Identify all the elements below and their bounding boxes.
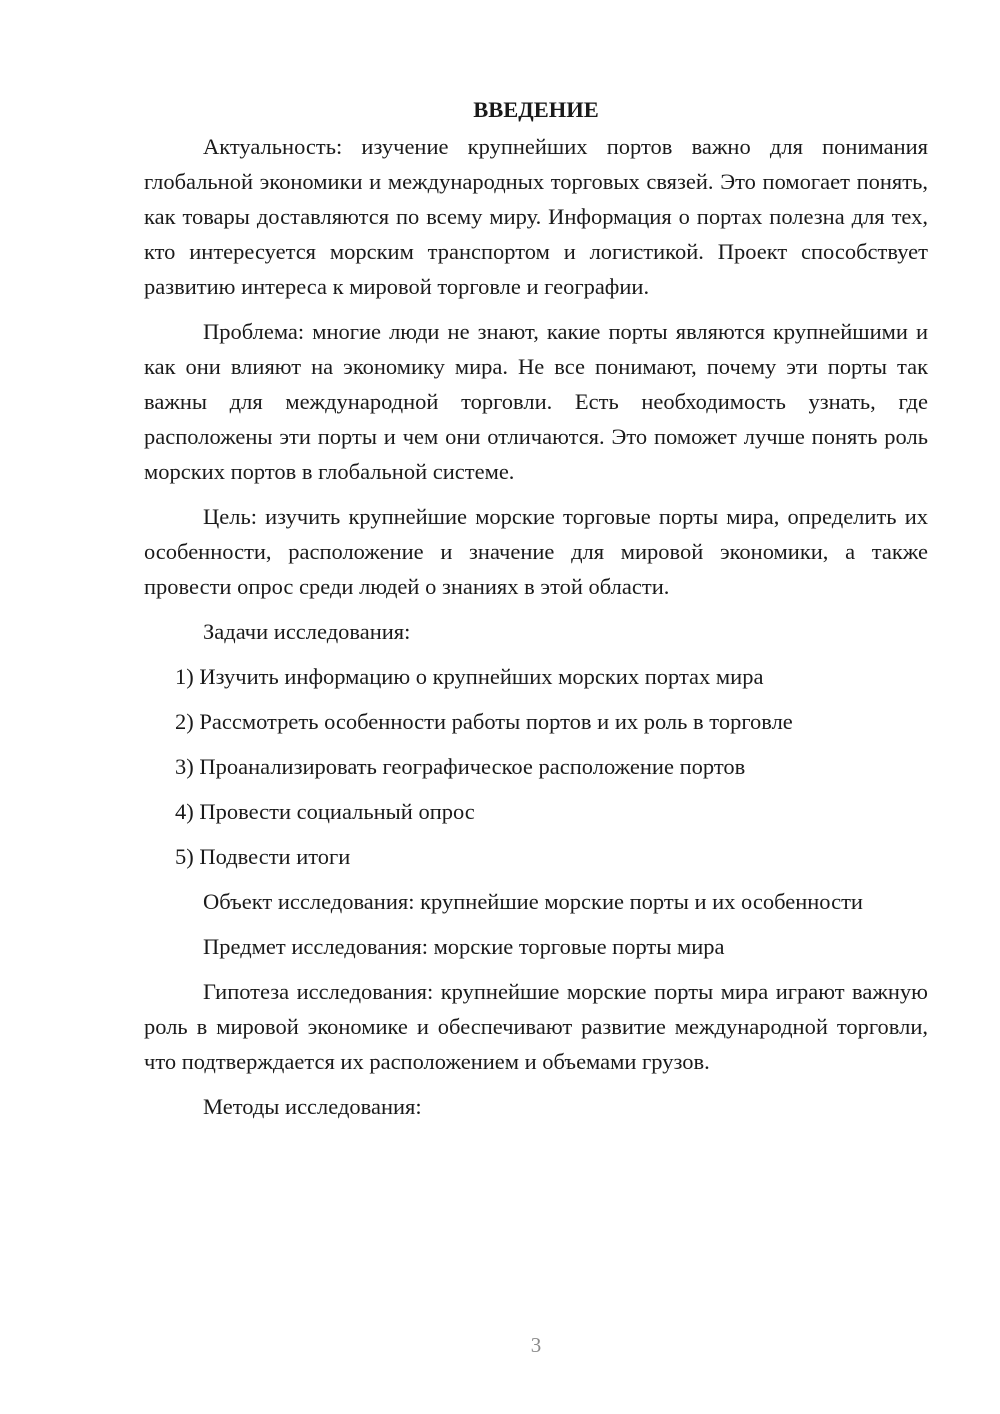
page-title: ВВЕДЕНИЕ	[473, 97, 599, 122]
page-number: 3	[530, 1333, 542, 1357]
task-item: 4) Провести социальный опрос	[175, 799, 475, 824]
hypothesis-paragraph: Гипотеза исследования: крупнейшие морские порты мира играют важную роль в мировой экономике и обеспечивают развитие международной торговли, что подтверждается их расположением и объемами грузов.	[144, 979, 928, 1074]
goal-paragraph: Цель: изучить крупнейшие морские торговые порты мира, определить их особенности, расположение и значение для мировой экономики, а также провести опрос среди людей о знаниях в этой области.	[144, 504, 928, 599]
task-item: 2) Рассмотреть особенности работы портов и их роль в торговле	[175, 709, 793, 734]
object-paragraph: Объект исследования: крупнейшие морские порты и их особенности	[203, 889, 863, 914]
relevance-paragraph: Актуальность: изучение крупнейших портов важно для понимания глобальной экономики и международных торговых связей. Это помогает понять, как товары доставляются по всему миру. Информация о портах полезна для тех, кто интересуется морским транспортом и логистикой. Проект способствует развитию интереса к мировой торговле и географии.	[144, 134, 928, 299]
tasks-heading: Задачи исследования:	[203, 619, 411, 644]
methods-heading: Методы исследования:	[203, 1094, 422, 1119]
task-item: 5) Подвести итоги	[175, 844, 351, 869]
task-item: 1) Изучить информацию о крупнейших морских портах мира	[175, 664, 764, 689]
problem-paragraph: Проблема: многие люди не знают, какие порты являются крупнейшими и как они влияют на экономику мира. Не все понимают, почему эти порты так важны для международной торговли. Есть необходимость узнать, где расположены эти порты и чем они отличаются. Это поможет лучше понять роль морских портов в глобальной системе.	[144, 319, 928, 484]
tasks-list	[144, 659, 928, 874]
document-page	[144, 92, 928, 1124]
subject-paragraph: Предмет исследования: морские торговые порты мира	[203, 934, 725, 959]
task-item: 3) Проанализировать географическое расположение портов	[175, 754, 746, 779]
